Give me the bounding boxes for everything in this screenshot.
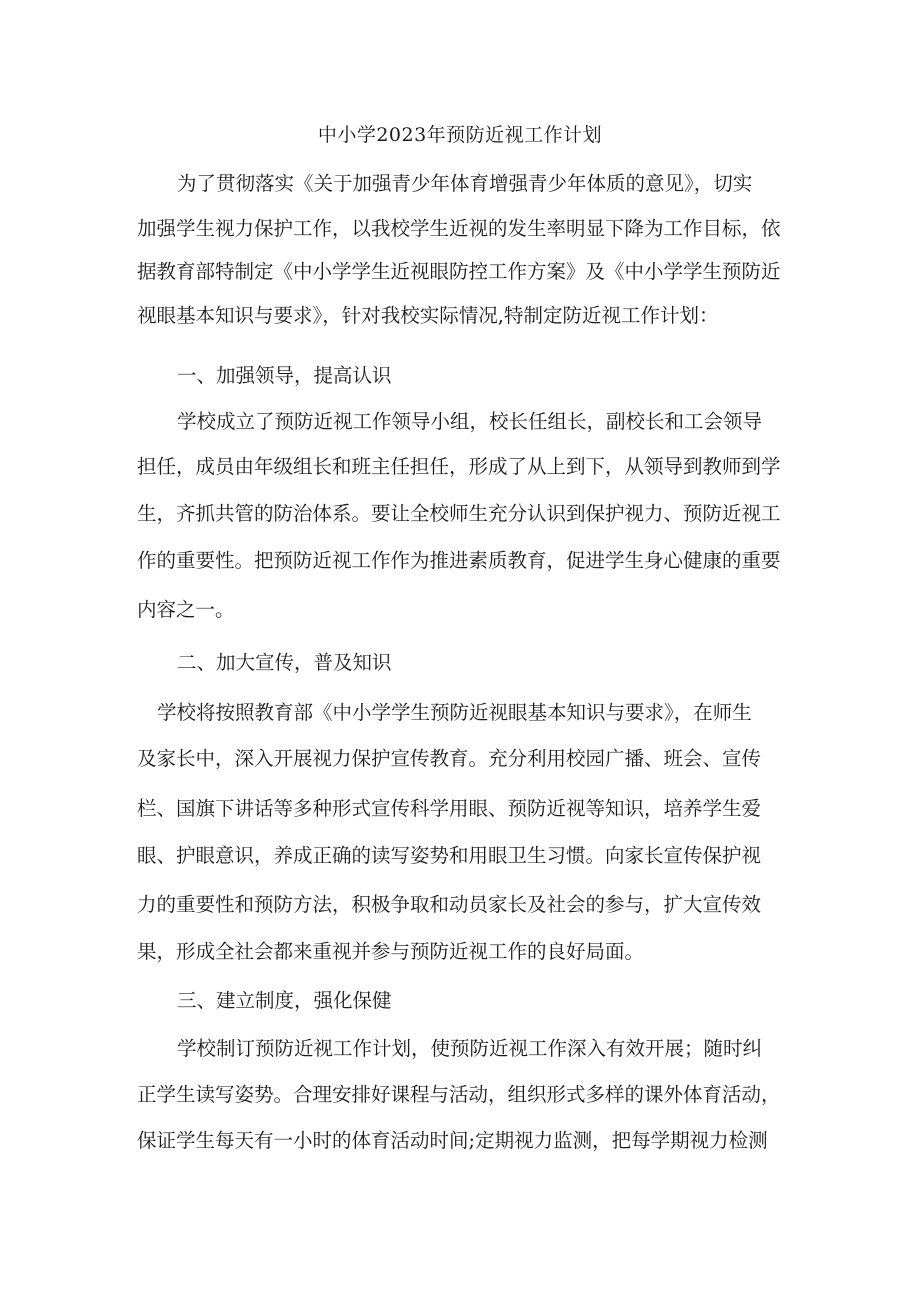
section1-line-5: 内容之一。 <box>137 598 235 621</box>
section1-line-4: 作的重要性。把预防近视工作作为推进素质教育，促进学生身心健康的重要 <box>137 549 781 572</box>
section1-heading: 一、加强领导，提高认识 <box>177 364 392 387</box>
section1-line-3: 生，齐抓共管的防治体系。要让全校师生充分认识到保护视力、预防近视工 <box>137 502 781 525</box>
section2-line-2: 及家长中，深入开展视力保护宣传教育。充分利用校园广播、班会、宣传 <box>137 747 762 770</box>
section1-line-1: 学校成立了预防近视工作领导小组，校长任组长，副校长和工会领导 <box>177 410 763 433</box>
section2-heading: 二、加大宣传，普及知识 <box>177 651 392 674</box>
intro-line-2: 加强学生视力保护工作，以我校学生近视的发生率明显下降为工作目标，依 <box>137 217 781 240</box>
section2-line-1: 学校将按照教育部《中小学学生预防近视眼基本知识与要求》，在师生 <box>157 701 752 724</box>
document-title: 中小学2023年预防近视工作计划 <box>317 124 603 146</box>
intro-line-1: 为了贯彻落实《关于加强青少年体育增强青少年体质的意见》，切实 <box>177 172 753 195</box>
section2-line-3: 栏、国旗下讲话等多种形式宣传科学用眼、预防近视等知识，培养学生爱 <box>137 797 762 820</box>
intro-line-4: 视眼基本知识与要求》，针对我校实际情况,特制定防近视工作计划： <box>137 304 719 327</box>
intro-line-3: 据教育部特制定《中小学学生近视眼防控工作方案》及《中小学学生预防近 <box>137 260 781 283</box>
section2-line-4: 眼、护眼意识，养成正确的读写姿势和用眼卫生习惯。向家长宣传保护视 <box>137 844 762 867</box>
section2-line-5: 力的重要性和预防方法，积极争取和动员家长及社会的参与，扩大宣传效 <box>137 893 762 916</box>
section3-heading: 三、建立制度，强化保健 <box>177 989 392 1012</box>
section3-line-2: 正学生读写姿势。合理安排好课程与活动，组织形式多样的课外体育活动， <box>137 1083 781 1106</box>
section2-line-6: 果，形成全社会都来重视并参与预防近视工作的良好局面。 <box>137 940 645 963</box>
section1-line-2: 担任，成员由年级组长和班主任担任，形成了从上到下，从领导到教师到学 <box>137 455 781 478</box>
section3-line-1: 学校制订预防近视工作计划，使预防近视工作深入有效开展；随时纠 <box>177 1037 763 1060</box>
section3-line-3: 保证学生每天有一小时的体育活动时间;定期视力监测，把每学期视力检测 <box>137 1129 768 1152</box>
